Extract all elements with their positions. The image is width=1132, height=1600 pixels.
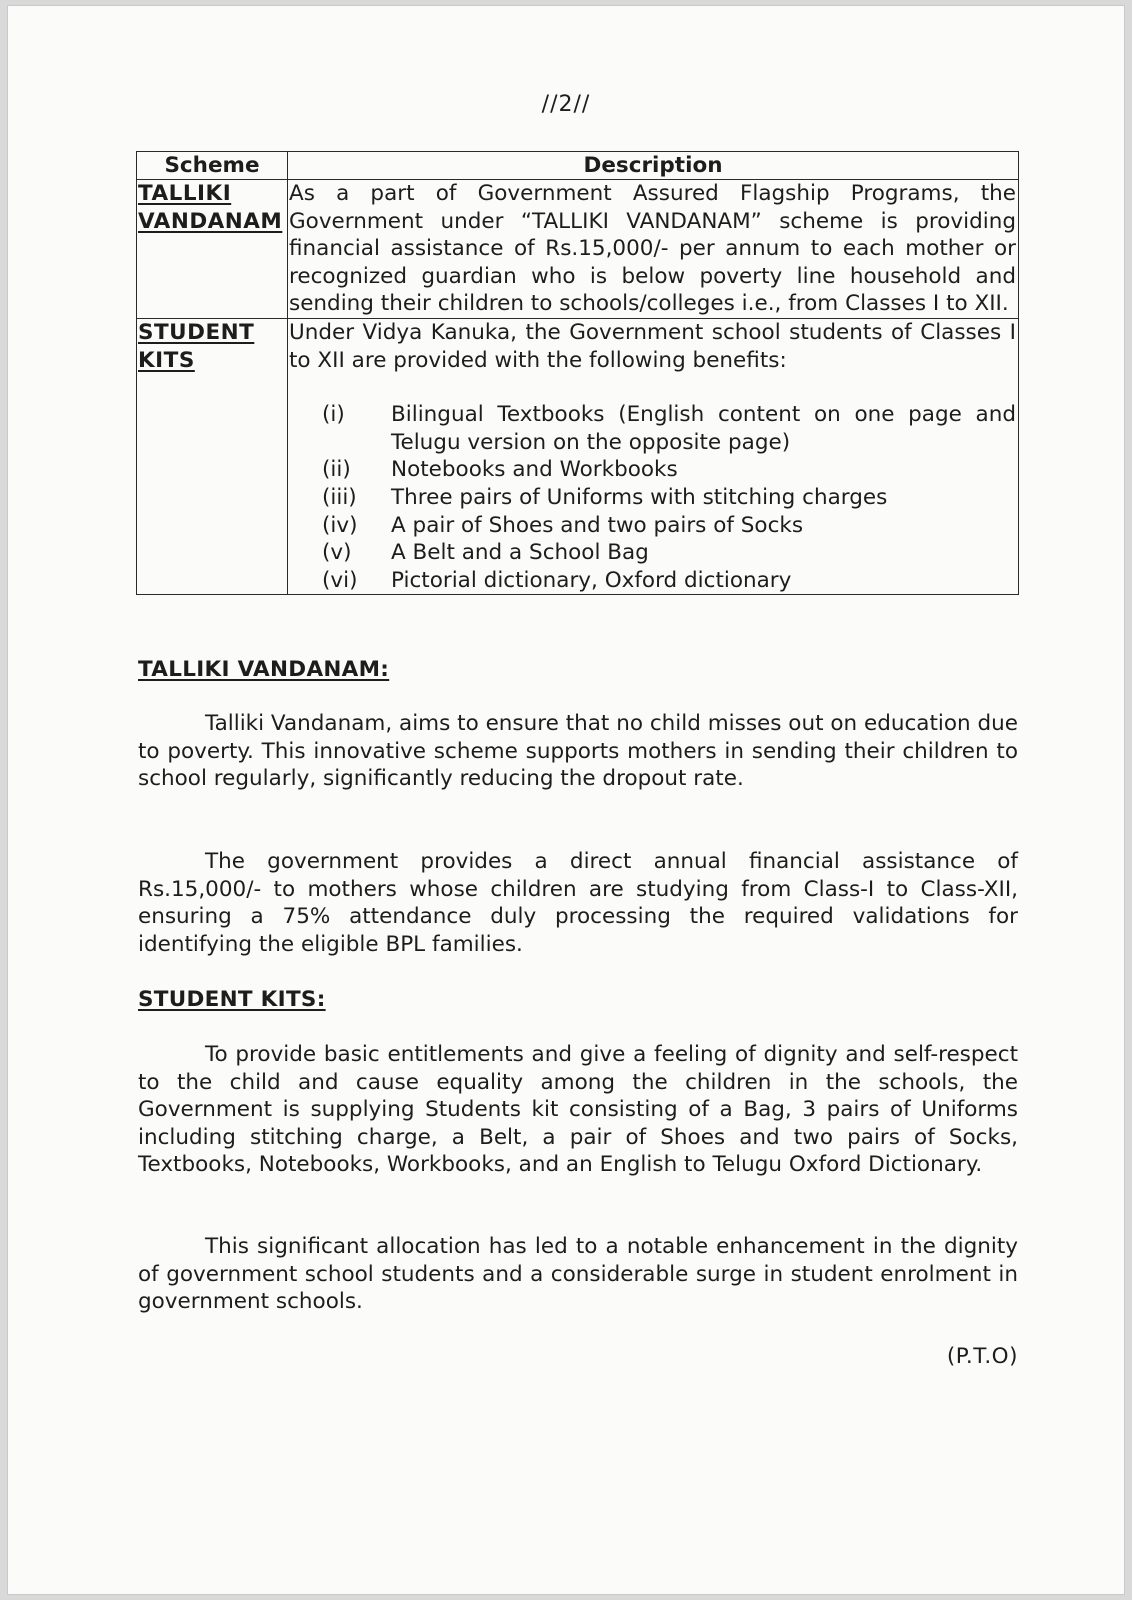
list-item-number: (vi) bbox=[322, 567, 358, 593]
list-item bbox=[289, 539, 1016, 567]
list-item-text: Three pairs of Uniforms with stitching charges bbox=[391, 484, 888, 510]
scheme-name-line: VANDANAM bbox=[138, 208, 283, 234]
list-item-number: (ii) bbox=[322, 457, 351, 483]
list-item bbox=[289, 484, 1016, 512]
table-header-row bbox=[137, 152, 1019, 180]
list-item-number: (i) bbox=[322, 402, 345, 428]
list-item-text: Notebooks and Workbooks bbox=[391, 457, 678, 483]
list-item-text: A Belt and a School Bag bbox=[391, 540, 649, 566]
paragraph: To provide basic entitlements and give a feeling of dignity and self-respect to the child and cause equality among the children in the schools, the Government is supplying Students kit consisting of a Bag, 3 pairs of Uniforms including stitching charge, a Belt, a pair of Shoes and two pairs of Socks, Textbooks, Notebooks, Workbooks, and an English to Telugu Oxford Dictionary. bbox=[138, 1042, 1018, 1178]
scheme-description-cell bbox=[288, 318, 1019, 594]
section-heading-talliki-vandanam: TALLIKI VANDANAM: bbox=[138, 657, 390, 682]
list-item-number: (v) bbox=[322, 540, 352, 566]
header-description: Description bbox=[288, 152, 1019, 180]
paragraph: This significant allocation has led to a notable enhancement in the dignity of government school students and a considerable surge in student enrolment in government schools. bbox=[138, 1234, 1018, 1315]
list-item-text: Bilingual Textbooks (English content on one page and Telugu version on the opposite page) bbox=[391, 402, 1016, 455]
list-item bbox=[289, 456, 1016, 484]
list-item bbox=[289, 567, 1016, 595]
pto-note: (P.T.O) bbox=[946, 1344, 1018, 1369]
scheme-name-line: STUDENT bbox=[138, 319, 255, 345]
scheme-name-line: KITS bbox=[138, 347, 195, 373]
table-row bbox=[137, 318, 1019, 594]
list-item-text: A pair of Shoes and two pairs of Socks bbox=[391, 512, 804, 538]
scheme-table bbox=[136, 151, 1019, 595]
benefits-list bbox=[289, 401, 1016, 594]
table-row bbox=[137, 180, 1019, 319]
section-heading-student-kits: STUDENT KITS: bbox=[138, 987, 326, 1012]
scheme-description: Under Vidya Kanuka, the Government school students of Classes I to XII are provided with the following benefits: bbox=[289, 319, 1016, 373]
header-scheme: Scheme bbox=[137, 152, 288, 180]
list-item bbox=[289, 401, 1016, 456]
paragraph: Talliki Vandanam, aims to ensure that no child misses out on education due to poverty. This innovative scheme supports mothers in sending their children to school regularly, significantly reducing the dropout rate. bbox=[138, 711, 1018, 792]
scheme-name-cell bbox=[137, 180, 288, 319]
scheme-name-cell bbox=[137, 318, 288, 594]
scheme-description: As a part of Government Assured Flagship Programs, the Government under “TALLIKI VANDANAM” scheme is providing financial assistance of Rs.15,000/- per annum to each mother or recognized guardian who is below poverty line household and sending their children to schools/colleges i.e., from Classes I to XII. bbox=[288, 180, 1019, 319]
page-number: //2// bbox=[541, 92, 591, 117]
list-item-number: (iii) bbox=[322, 484, 357, 510]
paragraph: The government provides a direct annual financial assistance of Rs.15,000/- to mothers whose children are studying from Class-I to Class-XII, ensuring a 75% attendance duly processing the required validations for identifying the eligible BPL families. bbox=[138, 849, 1018, 957]
scheme-name-line: TALLIKI bbox=[138, 181, 232, 206]
list-item-number: (iv) bbox=[322, 512, 358, 538]
list-item-text: Pictorial dictionary, Oxford dictionary bbox=[391, 567, 792, 593]
list-item bbox=[289, 512, 1016, 540]
